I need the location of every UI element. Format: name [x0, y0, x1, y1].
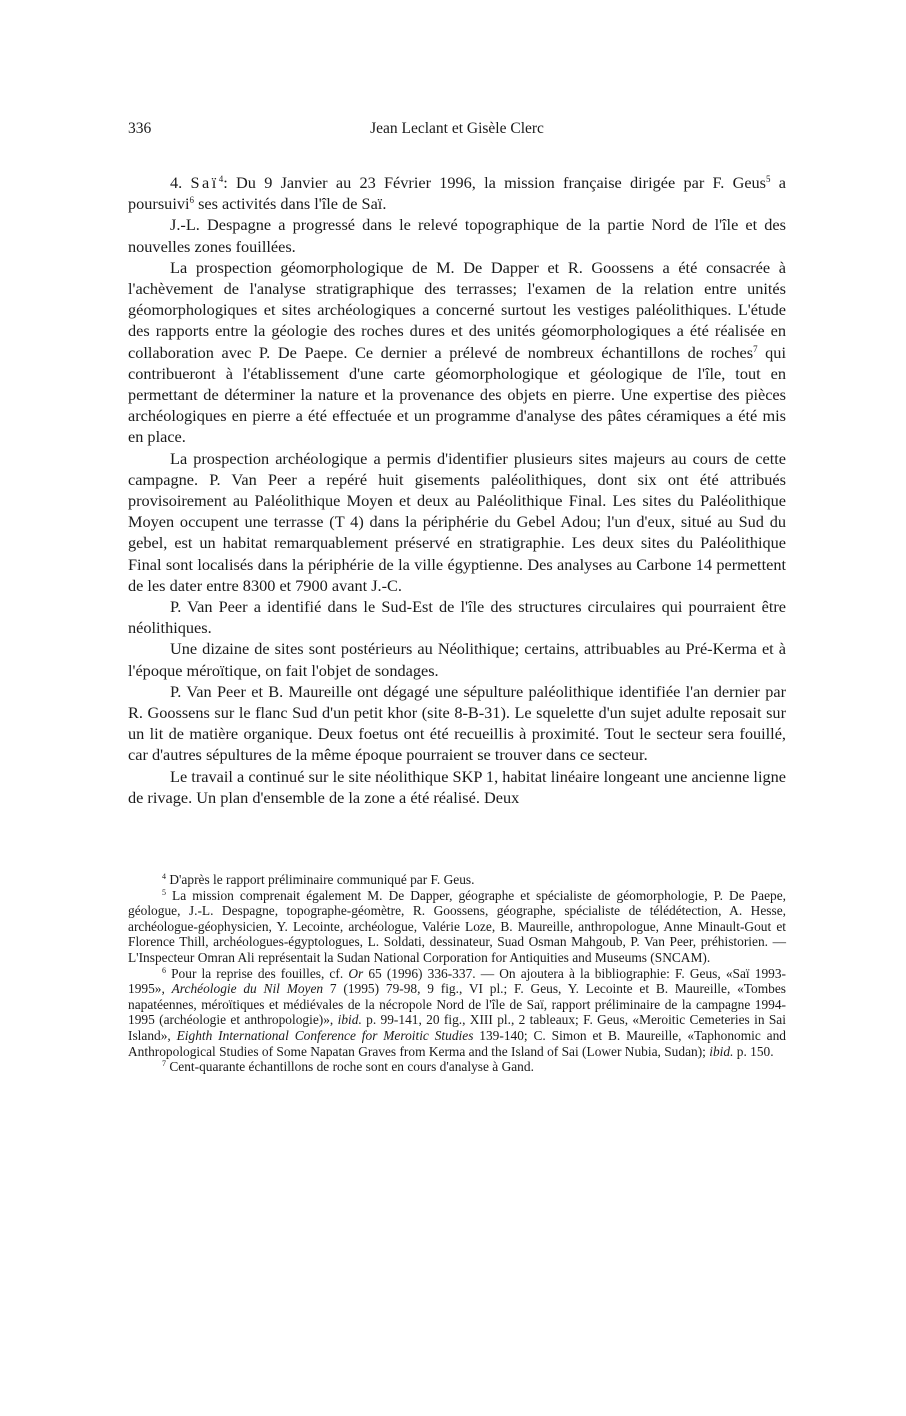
- footnote-text: 65 (1996) 336-337. — On ajoutera à la bibliographie: F. Geus, «Saï 1993-1995»,: [128, 965, 786, 997]
- footnote-ref-6: 6: [189, 195, 195, 206]
- paragraph-paleolithic-burial: P. Van Peer et B. Maureille ont dégagé une sépulture paléolithique identifiée l'an dernier par R. Goossens sur le flanc Sud d'un petit khor (site 8-B-31). Le squelette d'un sujet adulte reposait sur un lit de matière organique. Deux foetus ont été recueillis à proximité. Tout le secteur sera fouillé, car d'autres sépultures de la même époque pourraient se trouver dans ce secteur.: [128, 681, 786, 765]
- site-name: Saï: [190, 173, 219, 192]
- footnote-text: Pour la reprise des fouilles, cf.: [166, 965, 349, 981]
- ibid-abbrev: ibid.: [709, 1043, 734, 1059]
- footnote-text: 139-140; C. Simon et B. Maureille, «Taphonomic and Anthropological Studies of Some Napatan Graves from Kerma and the Island of Sai (Lower Nubia, Sudan);: [128, 1028, 786, 1059]
- paragraph-intro: [128, 172, 786, 214]
- running-head: Jean Leclant et Gisèle Clerc: [370, 120, 544, 137]
- conference-title: Eighth International Conference for Meroitic Studies: [176, 1028, 474, 1044]
- paragraph-topography: J.-L. Despagne a progressé dans le relevé topographique de la partie Nord de l'île et des nouvelles zones fouillées.: [128, 215, 786, 256]
- footnote-number: 5: [162, 887, 166, 897]
- page-number: 336: [128, 120, 152, 137]
- footnote-text: La mission comprenait également M. De Dapper, géographe et spécialiste de géomorphologie, P. De Paepe, géologue, J.-L. Despagne, topographe-géomètre, R. Goossens, géographe, spécialiste de télédétection, A. Hesse, archéologue-géophysicien, Y. Lecointe, archéologue, Valérie Loze, B. Maureille, anthropologue, Anne Minault-Gout et Florence Thill, archéologues-égyptologues, L. Soldati, dessinateur, Suad Osman Mahgoub, P. Van Peer, préhistorien. — L'Inspecteur Omran Ali représentait la Sudan National Corporation for Antiquities and Museums (SNCAM).: [128, 887, 786, 966]
- footnote-ref-5: 5: [766, 174, 771, 184]
- page: [128, 116, 786, 1075]
- footnote-number: 6: [162, 965, 166, 975]
- intro-text-3: ses activités dans l'île de Saï.: [194, 194, 387, 214]
- footnotes: [128, 872, 786, 1075]
- body-text: [128, 172, 786, 808]
- intro-text-2: a poursuivi: [128, 173, 787, 214]
- paragraph-circular-structures: P. Van Peer a identifié dans le Sud-Est de l'île des structures circulaires qui pourraient être néolithiques.: [128, 597, 786, 638]
- footnote-4: [128, 872, 786, 888]
- section-number: 4.: [170, 173, 183, 192]
- footnote-text: p. 99-141, 20 fig., XIII pl., 2 tableaux; F. Geus, «Meroitic Cemeteries in Sai Island»,: [128, 1012, 786, 1044]
- footnote-5: [128, 888, 786, 966]
- footnote-ref-7: 7: [753, 343, 758, 354]
- journal-title: Archéologie du Nil Moyen: [171, 981, 324, 997]
- footnote-number: 4: [162, 872, 166, 882]
- ibid-abbrev: ibid.: [337, 1012, 362, 1028]
- footnote-text: 7 (1995) 79-98, 9 fig., VI pl.; F. Geus, Y. Lecointe et B. Maureille, «Tombes napatéennes, méroïtiques et médiévales de la nécropole Nord de l'île de Saï, rapport préliminaire de la campagne 1994-1995 (archéologie et anthropologie)»,: [128, 981, 787, 1028]
- paragraph-post-neolithic-sites: Une dizaine de sites sont postérieurs au Néolithique; certains, attribuables au Pré-Kerma et à l'époque méroïtique, on fait l'objet de sondages.: [128, 639, 786, 680]
- footnote-text: p. 150.: [733, 1043, 774, 1059]
- footnote-text: Cent-quarante échantillons de roche sont en cours d'analyse à Gand.: [166, 1059, 534, 1075]
- geomorphology-text-2: qui contribueront à l'établissement d'une carte géomorphologique et géologique de l'île, tout en permettant de déterminer la nature et la provenance des objets en pierre. Une expertise des pièces archéologiques en pierre a été effectuée et un programme d'analyse des pâtes céramiques a été mis en place.: [128, 342, 786, 447]
- paragraph-geomorphology: [128, 257, 786, 448]
- footnote-7: [128, 1059, 786, 1075]
- paragraph-archaeological-survey: La prospection archéologique a permis d'identifier plusieurs sites majeurs au cours de cette campagne. P. Van Peer a repéré huit gisements paléolithiques, dont six ont été attribués provisoirement au Paléolithique Moyen et deux au Paléolithique Final. Les sites du Paléolithique Moyen occupent une terrasse (T 4) dans la périphérie du Gebel Adou; l'un d'eux, situé au Sud du gebel, est un habitat remarquablement préservé en stratigraphie. Les deux sites du Paléolithique Final sont localisés dans la périphérie de la ville égyptienne. Des analyses au Carbone 14 permettent de les dater entre 8300 et 7900 avant J.-C.: [128, 448, 786, 595]
- page-header: [128, 116, 786, 146]
- paragraph-skp1: Le travail a continué sur le site néolithique SKP 1, habitat linéaire longeant une ancienne ligne de rivage. Un plan d'ensemble de la zone a été réalisé. Deux: [128, 766, 786, 807]
- footnote-ref-4: 4: [218, 174, 224, 184]
- footnote-text: D'après le rapport préliminaire communiqué par F. Geus.: [166, 872, 475, 888]
- intro-text-1: : Du 9 Janvier au 23 Février 1996, la mission française dirigée par F. Geus: [223, 173, 767, 192]
- geomorphology-text-1: La prospection géomorphologique de M. De Dapper et R. Goossens a été consacrée à l'achèvement de l'analyse stratigraphique des terrasses; l'examen de la relation entre unités géomorphologiques et sites archéologiques a concerné surtout les vestiges paléolithiques. L'étude des rapports entre la géologie des roches dures et des unités géomorphologiques a été réalisée en collaboration avec P. De Paepe. Ce dernier a prélevé de nombreux échantillons de roches: [128, 257, 786, 362]
- journal-title: Or: [348, 965, 364, 981]
- footnote-6: [128, 966, 786, 1060]
- footnote-number: 7: [162, 1059, 166, 1069]
